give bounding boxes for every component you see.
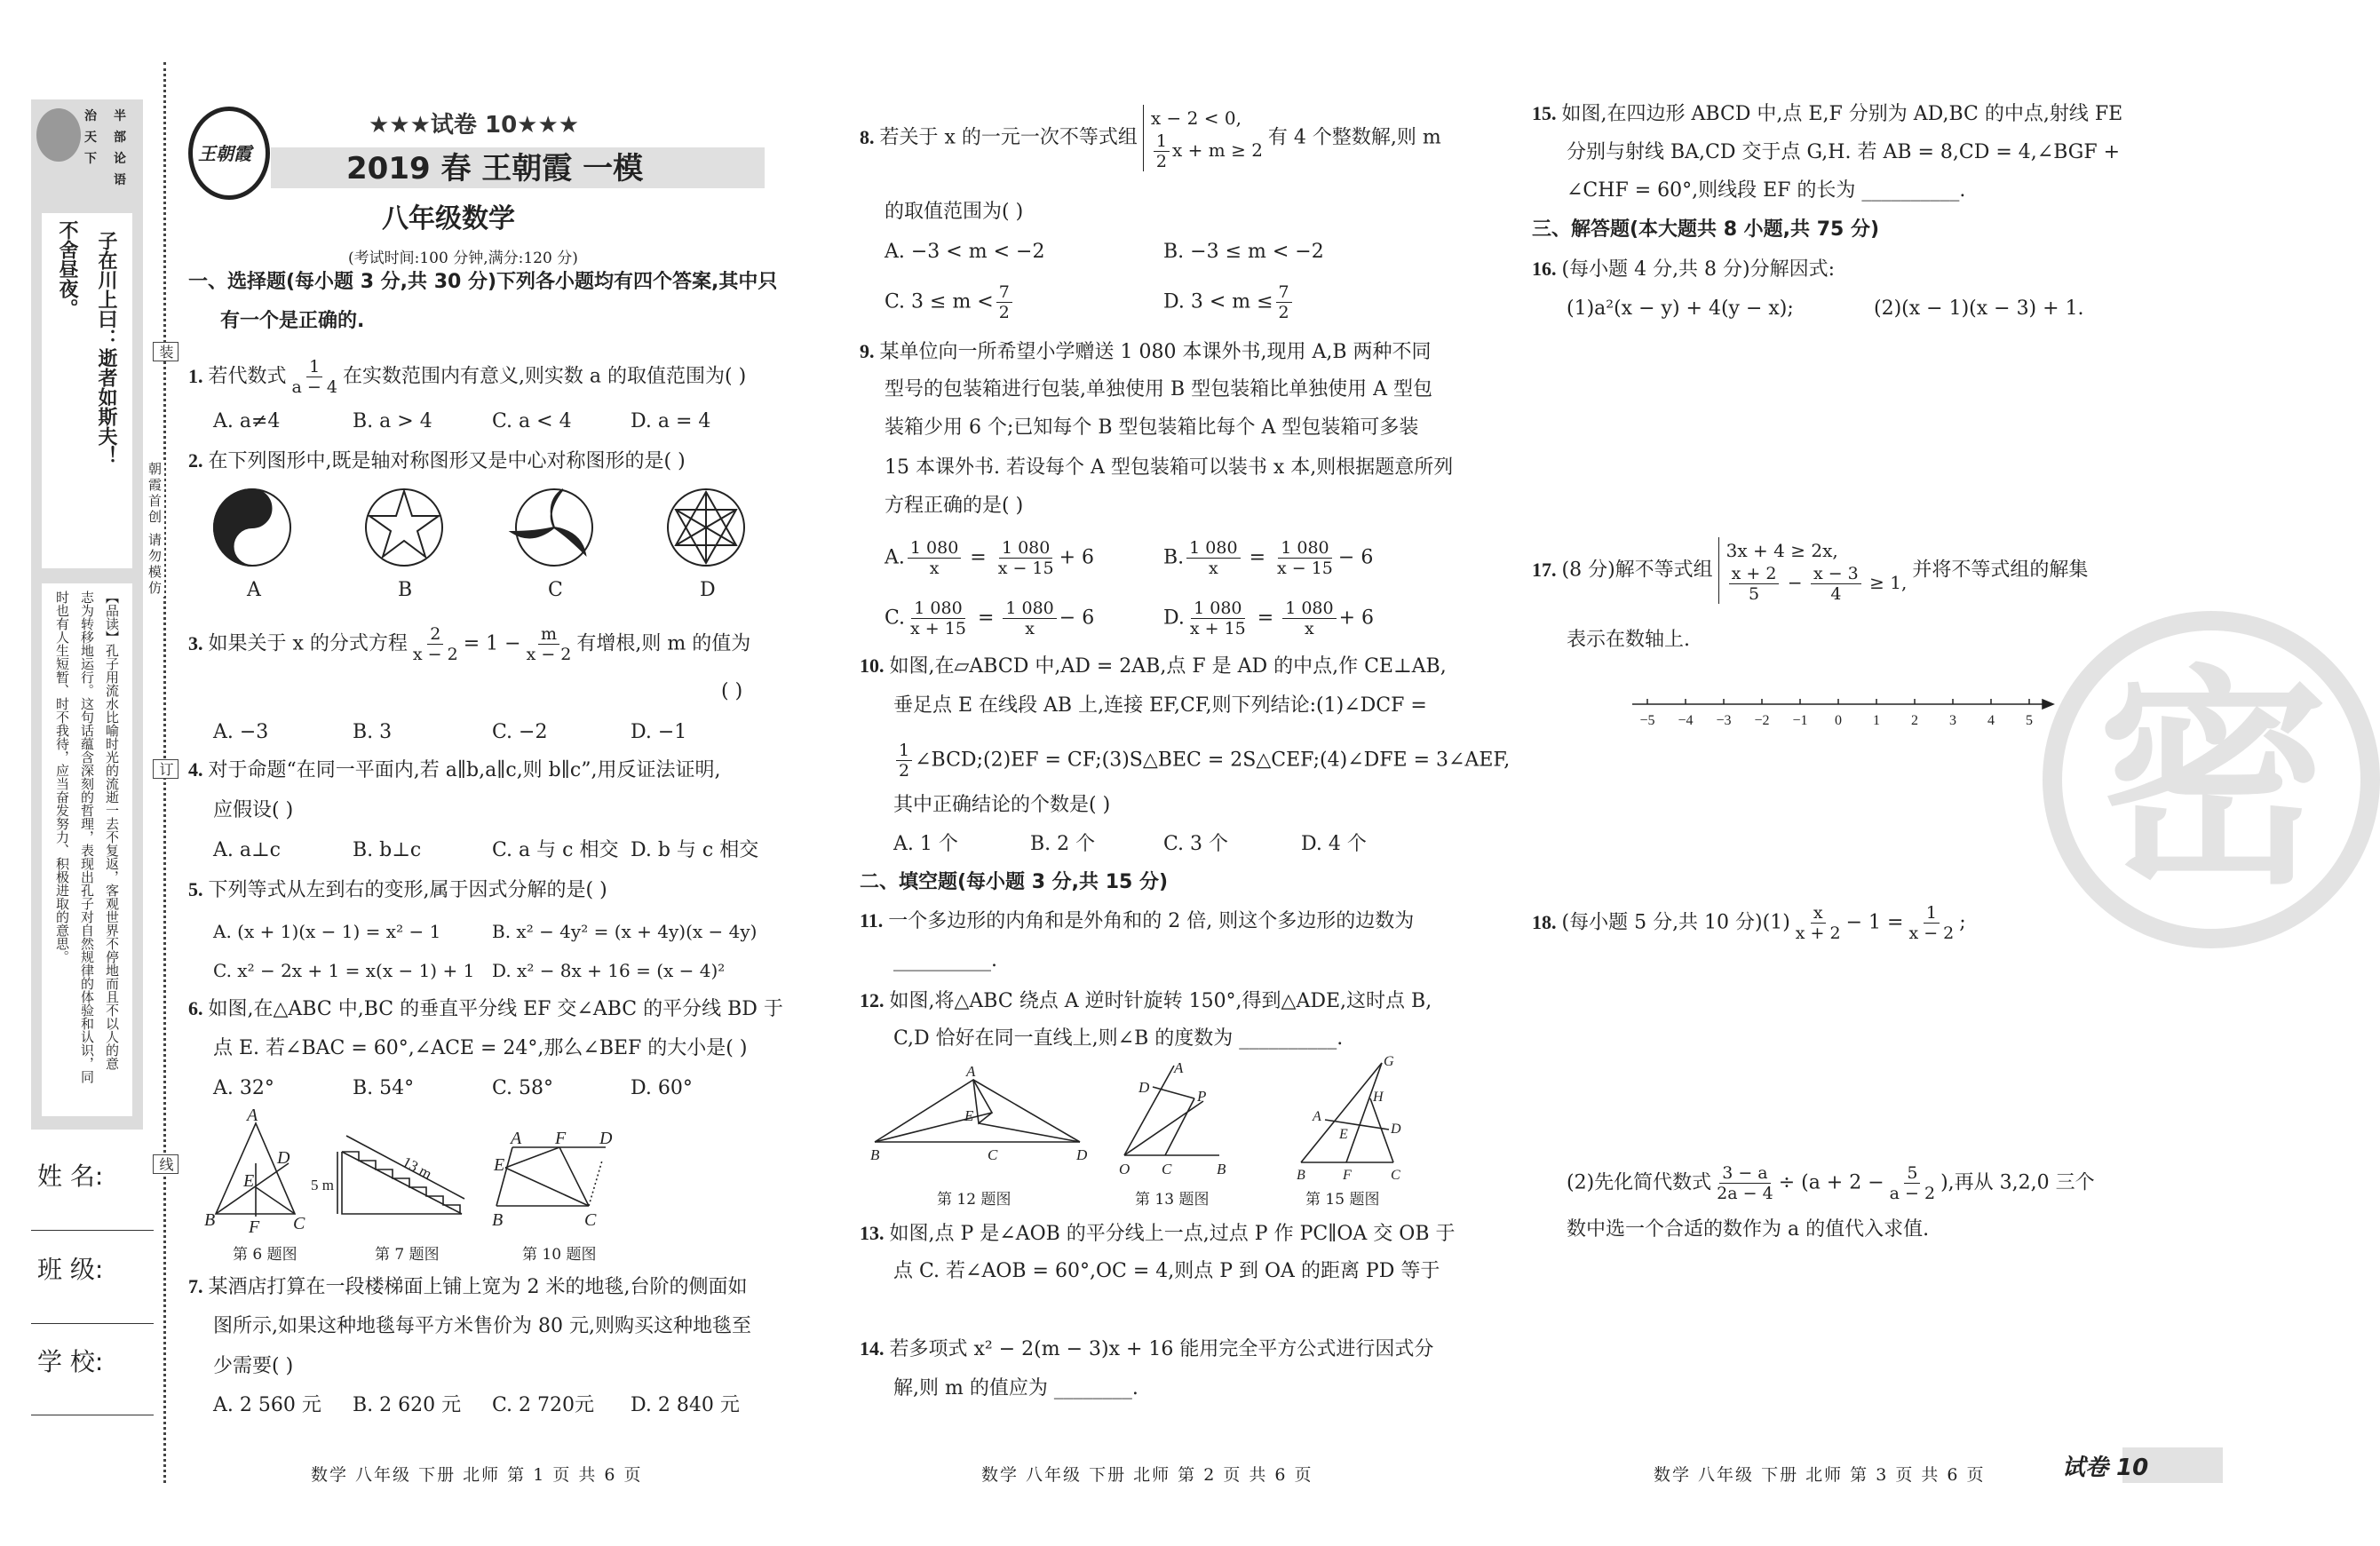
point-label: A <box>1174 1059 1184 1076</box>
point-label: B <box>204 1210 216 1230</box>
number-line <box>1632 699 2053 728</box>
q6-option-c[interactable]: C. 58° <box>492 1077 554 1099</box>
fig10-labels <box>492 1129 613 1230</box>
class-label: 班 级: <box>37 1255 104 1284</box>
point-label: F <box>555 1129 567 1148</box>
point-label: A <box>1313 1109 1321 1124</box>
q7-option-d[interactable]: D. 2 840 元 <box>631 1394 740 1416</box>
question-18-part2: (2)先化简代数式 $\frac{3 - a}{2a - 4}$ ÷ (a + 2 − $\frac{5}{a - 2}$ ),再从 3,2,0 三个 <box>1567 1163 2095 1203</box>
number-line-label: 0 <box>1835 713 1842 728</box>
question-7-line3: 少需要( ) <box>213 1355 294 1377</box>
question-18-part2-line2: 数中选一个合适的数作为 a 的值代入求值. <box>1567 1218 1930 1241</box>
number-line-label: −4 <box>1678 713 1694 728</box>
q2-option-a[interactable]: A <box>247 579 261 601</box>
q8-option-c[interactable]: C. 3 ≤ m < $\frac{7}{2}$ <box>885 282 1015 322</box>
q1-option-d[interactable]: D. a = 4 <box>631 410 711 432</box>
question-18: 18. (每小题 5 分,共 10 分)(1) $\frac{x}{x + 2}$ − 1 = $\frac{1}{x - 2}$ ; <box>1532 903 1966 943</box>
q8-option-b[interactable]: B. −3 ≤ m < −2 <box>1163 241 1324 263</box>
question-3: 3. 如果关于 x 的分式方程 $\frac{2}{x - 2}$ = 1 − $\frac{m}{x - 2}$ 有增根,则 m 的值为 <box>188 624 751 664</box>
point-label: G <box>1384 1054 1394 1069</box>
fig12-diagram <box>875 1080 1080 1142</box>
badge-char: 天 <box>84 131 97 145</box>
question-16-part1: (1)a²(x − y) + 4(y − x); <box>1567 297 1794 320</box>
quote-line-1: 子在川上曰：逝者如斯夫！ <box>95 231 117 465</box>
question-5: 5. 下列等式从左到右的变形,属于因式分解的是( ) <box>188 878 607 901</box>
q4-option-c[interactable]: C. a 与 c 相交 <box>492 839 619 861</box>
point-label: A <box>511 1129 522 1148</box>
school-label: 学 校: <box>37 1347 104 1376</box>
question-9: 9. 某单位向一所希望小学赠送 1 080 本课外书,现用 A,B 两种不同 <box>860 340 1432 363</box>
q6-option-d[interactable]: D. 60° <box>631 1077 693 1099</box>
section1-heading-line2: 有一个是正确的. <box>220 310 365 332</box>
q10-option-a[interactable]: A. 1 个 <box>893 833 958 855</box>
q5-option-c[interactable]: C. x² − 2x + 1 = x(x − 1) + 1 <box>213 960 475 981</box>
badge-char: 治 <box>84 109 97 123</box>
binding-mark-1: 装 <box>153 342 178 361</box>
q6-option-b[interactable]: B. 54° <box>353 1077 415 1099</box>
q2-figure-c-swirl-icon <box>512 489 592 566</box>
point-label: C <box>988 1146 998 1163</box>
point-label: D <box>1138 1079 1150 1096</box>
question-9-line5: 方程正确的是( ) <box>885 495 1024 517</box>
q5-option-a[interactable]: A. (x + 1)(x − 1) = x² − 1 <box>213 921 441 942</box>
q10-option-b[interactable]: B. 2 个 <box>1030 833 1096 855</box>
exam-info: (考试时间:100 分钟,满分:120 分) <box>348 250 578 267</box>
badge-char: 论 <box>114 152 126 166</box>
q11-answer-blank[interactable]: __________. <box>893 949 997 971</box>
q2-figure-d-hexagram-icon <box>668 489 744 566</box>
question-2: 2. 在下列图形中,既是轴对称图形又是中心对称图形的是( ) <box>188 449 686 472</box>
question-16-part2: (2)(x − 1)(x − 3) + 1. <box>1874 297 2084 320</box>
question-16: 16. (每小题 4 分,共 8 分)分解因式: <box>1532 258 1836 281</box>
fig13-labels <box>1119 1059 1226 1177</box>
question-6-line2: 点 E. 若∠BAC = 60°,∠ACE = 24°,那么∠BEF 的大小是( ) <box>213 1037 748 1059</box>
fig10-caption: 第 10 题图 <box>522 1246 597 1264</box>
fig10-diagram <box>496 1147 606 1206</box>
q10-option-c[interactable]: C. 3 个 <box>1163 833 1229 855</box>
question-13: 13. 如图,点 P 是∠AOB 的平分线上一点,过点 P 作 PC∥OA 交 OB 于 <box>860 1222 1456 1245</box>
section1-heading: 一、选择题(每小题 3 分,共 30 分)下列各小题均有四个答案,其中只 <box>188 271 778 293</box>
question-9-line4: 15 本课外书. 若设每个 A 型包装箱可以装书 x 本,则根据题意所列 <box>885 456 1454 479</box>
badge-char: 下 <box>84 152 97 166</box>
binding-mark-2: 订 <box>153 759 178 779</box>
point-label: E <box>243 1171 255 1191</box>
number-line-label: 4 <box>1987 713 1995 728</box>
q2-figure-a-yinyang-icon <box>214 489 290 566</box>
question-7: 7. 某酒店打算在一段楼梯面上铺上宽为 2 米的地毯,台阶的侧面如 <box>188 1275 748 1298</box>
q8-option-a[interactable]: A. −3 < m < −2 <box>885 241 1045 263</box>
badge-char: 半 <box>114 109 126 123</box>
fig6-caption: 第 6 题图 <box>233 1246 298 1264</box>
fig7-diagram <box>337 1136 464 1214</box>
commentary-line-2: 志为转移地运行。这句话蕴含深刻的哲理，表现出孔子对自然规律的体验和认识，同 <box>79 591 95 1083</box>
section2-heading: 二、填空题(每小题 3 分,共 15 分) <box>860 871 1169 893</box>
banner-title: 2019 春 王朝霞 一模 <box>346 151 644 186</box>
question-14: 14. 若多项式 x² − 2(m − 3)x + 16 能用完全平方公式进行因式分 <box>860 1337 1434 1360</box>
point-label: D <box>599 1129 613 1148</box>
point-label: D <box>1391 1122 1401 1137</box>
question-17-line2: 表示在数轴上. <box>1567 629 1690 651</box>
point-label: D <box>277 1148 290 1168</box>
number-line-label: 2 <box>1911 713 1918 728</box>
q2-option-d[interactable]: D <box>700 579 716 601</box>
point-label: P <box>1197 1088 1207 1105</box>
point-label: C <box>1162 1161 1172 1177</box>
height-label: 5 m <box>311 1177 334 1193</box>
number-line-label: −1 <box>1792 713 1808 728</box>
question-7-line2: 图所示,如果这种地毯每平方米售价为 80 元,则购买这种地毯至 <box>213 1315 751 1337</box>
commentary-line-3: 时也有人生短暂、时不我待，应当奋发努力、积极进取的意思。 <box>54 591 70 963</box>
point-label: A <box>966 1063 976 1080</box>
fig12-caption: 第 12 题图 <box>937 1191 1012 1209</box>
binding-mark-3: 线 <box>153 1154 178 1174</box>
question-4: 4. 对于命题“在同一平面内,若 a∥b,a∥c,则 b∥c”,用反证法证明, <box>188 758 721 781</box>
q9-option-d[interactable]: D. $\frac{1 080}{x + 15}$ = $\frac{1 080}{x}$ + 6 <box>1163 599 1375 638</box>
point-label: E <box>964 1107 974 1124</box>
question-17: 17. (8 分)解不等式组 3x + 4 ≥ 2x, $\frac{x + 2}{5}$ − $\frac{x - 3}{4}$ ≥ 1, 并将不等式组的解集 <box>1532 537 2088 604</box>
point-label: E <box>1339 1127 1348 1142</box>
question-12-line2: C,D 恰好在同一直线上,则∠B 的度数为 __________. <box>893 1027 1344 1050</box>
q6-option-a[interactable]: A. 32° <box>213 1077 274 1099</box>
point-label: F <box>1343 1168 1352 1183</box>
q3-option-a[interactable]: A. −3 <box>213 721 269 743</box>
q4-option-d[interactable]: D. b 与 c 相交 <box>631 839 759 861</box>
question-11: 11. 一个多边形的内角和是外角和的 2 倍, 则这个多边形的边数为 <box>860 909 1415 932</box>
number-line-label: 1 <box>1873 713 1880 728</box>
question-6: 6. 如图,在△ABC 中,BC 的垂直平分线 EF 交∠ABC 的平分线 BD 于 <box>188 997 783 1020</box>
fig12-labels <box>870 1063 1088 1163</box>
number-line-label: 5 <box>2026 713 2033 728</box>
q3-answer-paren: ( ) <box>721 680 743 702</box>
question-10-line3: $\frac{1}{2}$ ∠BCD;(2)EF = CF;(3)S△BEC = 2S△CEF;(4)∠DFE = 3∠AEF, <box>893 741 1510 781</box>
question-8: 8. 若关于 x 的一元一次不等式组 x − 2 < 0, $\frac{1}{2}$ x + m ≥ 2 有 4 个整数解,则 m <box>860 105 1441 171</box>
question-10-line2: 垂足点 E 在线段 AB 上,连接 EF,CF,则下列结论:(1)∠DCF = <box>893 694 1427 717</box>
q7-option-c[interactable]: C. 2 720元 <box>492 1394 595 1416</box>
point-label: C <box>293 1214 305 1233</box>
number-line-label: −2 <box>1754 713 1770 728</box>
fig13-caption: 第 13 题图 <box>1135 1191 1210 1209</box>
point-label: B <box>870 1146 880 1163</box>
q1-option-b[interactable]: B. a > 4 <box>353 410 432 432</box>
q4-option-a[interactable]: A. a⊥c <box>213 839 282 861</box>
point-label: C <box>1391 1168 1400 1183</box>
question-8-line2: 的取值范围为( ) <box>885 201 1024 223</box>
point-label: H <box>1373 1090 1384 1105</box>
point-label: B <box>1297 1168 1305 1183</box>
q5-option-b[interactable]: B. x² − 4y² = (x + 4y)(x − 4y) <box>492 921 758 942</box>
q2-option-b[interactable]: B <box>398 579 413 601</box>
question-15: 15. 如图,在四边形 ABCD 中,点 E,F 分别为 AD,BC 的中点,射线 FE <box>1532 102 2123 125</box>
question-12: 12. 如图,将△ABC 绕点 A 逆时针旋转 150°,得到△ADE,这时点 B, <box>860 989 1432 1012</box>
point-label: E <box>494 1155 505 1175</box>
q8-option-d[interactable]: D. 3 < m ≤ $\frac{7}{2}$ <box>1163 282 1295 322</box>
binding-notice: 朝霞首创 请勿模仿 <box>147 462 163 597</box>
q7-option-b[interactable]: B. 2 620 元 <box>353 1394 462 1416</box>
q3-option-c[interactable]: C. −2 <box>492 721 548 743</box>
fig7-caption: 第 7 题图 <box>375 1246 440 1264</box>
q9-option-b[interactable]: B. $\frac{1 080}{x}$ = $\frac{1 080}{x - 15}$ − 6 <box>1163 538 1374 578</box>
q1-option-c[interactable]: C. a < 4 <box>492 410 572 432</box>
point-label: B <box>492 1210 504 1230</box>
q9-option-c[interactable]: C. $\frac{1 080}{x + 15}$ = $\frac{1 080}{x}$ − 6 <box>885 599 1095 638</box>
name-label: 姓 名: <box>37 1161 104 1191</box>
fig6-diagram <box>216 1123 295 1217</box>
point-label: D <box>1076 1146 1088 1163</box>
question-13-line2: 点 C. 若∠AOB = 60°,OC = 4,则点 P 到 OA 的距离 PD 等于 <box>893 1260 1440 1282</box>
question-15-line3: ∠CHF = 60°,则线段 EF 的长为 __________. <box>1567 179 1966 202</box>
number-line-label: −3 <box>1716 713 1732 728</box>
number-line-label: −5 <box>1639 713 1655 728</box>
logo-text: 王朝霞 <box>198 143 251 164</box>
point-label: O <box>1119 1161 1130 1177</box>
q3-option-d[interactable]: D. −1 <box>631 721 687 743</box>
question-10: 10. 如图,在▱ABCD 中,AD = 2AB,点 F 是 AD 的中点,作 CE⊥AB, <box>860 654 1447 678</box>
slope-label: 13 m <box>400 1153 435 1183</box>
q1-option-a[interactable]: A. a≠4 <box>213 410 281 432</box>
quote-line-2: 不舍昼夜。 <box>56 220 78 318</box>
q3-option-b[interactable]: B. 3 <box>353 721 393 743</box>
subject-title: 八年级数学 <box>382 203 515 234</box>
q9-option-a[interactable]: A. $\frac{1 080}{x}$ = $\frac{1 080}{x - 15}$ + 6 <box>885 538 1095 578</box>
q5-option-d[interactable]: D. x² − 8x + 16 = (x − 4)² <box>492 960 726 981</box>
fig15-labels <box>1297 1054 1401 1183</box>
commentary-line-1: 【品读】孔子用流水比喻时光的流逝一去不复返，客观世界不停地而且不以人的意 <box>104 591 120 1070</box>
footer-page-1: 数学 八年级 下册 北师 第 1 页 共 6 页 <box>311 1465 643 1485</box>
question-9-line3: 装箱少用 6 个;已知每个 B 型包装箱比每个 A 型包装箱可多装 <box>885 416 1419 439</box>
badge-char: 语 <box>114 173 126 187</box>
q7-option-a[interactable]: A. 2 560 元 <box>213 1394 321 1416</box>
question-9-line2: 型号的包装箱进行包装,单独使用 B 型包装箱比单独使用 A 型包 <box>885 378 1433 400</box>
paper-label: ★★★试卷 10★★★ <box>369 112 580 139</box>
footer-page-2: 数学 八年级 下册 北师 第 2 页 共 6 页 <box>981 1465 1313 1485</box>
badge-char: 部 <box>114 131 126 145</box>
corner-label: 试卷 10 <box>2062 1455 2149 1481</box>
point-label: C <box>584 1210 597 1230</box>
question-4-line2: 应假设( ) <box>213 799 294 821</box>
q2-option-c[interactable]: C <box>548 579 563 601</box>
question-1: 1. 若代数式 $\frac{1}{a - 4}$ 在实数范围内有意义,则实数 a 的取值范围为( ) <box>188 357 747 397</box>
fig15-caption: 第 15 题图 <box>1305 1191 1380 1209</box>
q10-option-d[interactable]: D. 4 个 <box>1301 833 1367 855</box>
footer-page-3: 数学 八年级 下册 北师 第 3 页 共 6 页 <box>1654 1465 1986 1485</box>
q4-option-b[interactable]: B. b⊥c <box>353 839 422 861</box>
section3-heading: 三、解答题(本大题共 8 小题,共 75 分) <box>1532 218 1880 241</box>
question-10-line4: 其中正确结论的个数是( ) <box>893 794 1111 816</box>
point-label: B <box>1217 1161 1226 1177</box>
watermark-text: 密 <box>2098 647 2328 916</box>
point-label: F <box>249 1217 260 1237</box>
question-14-line2: 解,则 m 的值应为 ________. <box>893 1377 1138 1399</box>
q2-figure-b-star-icon <box>366 489 442 566</box>
number-line-label: 3 <box>1949 713 1956 728</box>
question-15-line2: 分别与射线 BA,CD 交于点 G,H. 若 AB = 8,CD = 4,∠BGF + <box>1567 141 2121 163</box>
point-label: A <box>247 1106 258 1125</box>
